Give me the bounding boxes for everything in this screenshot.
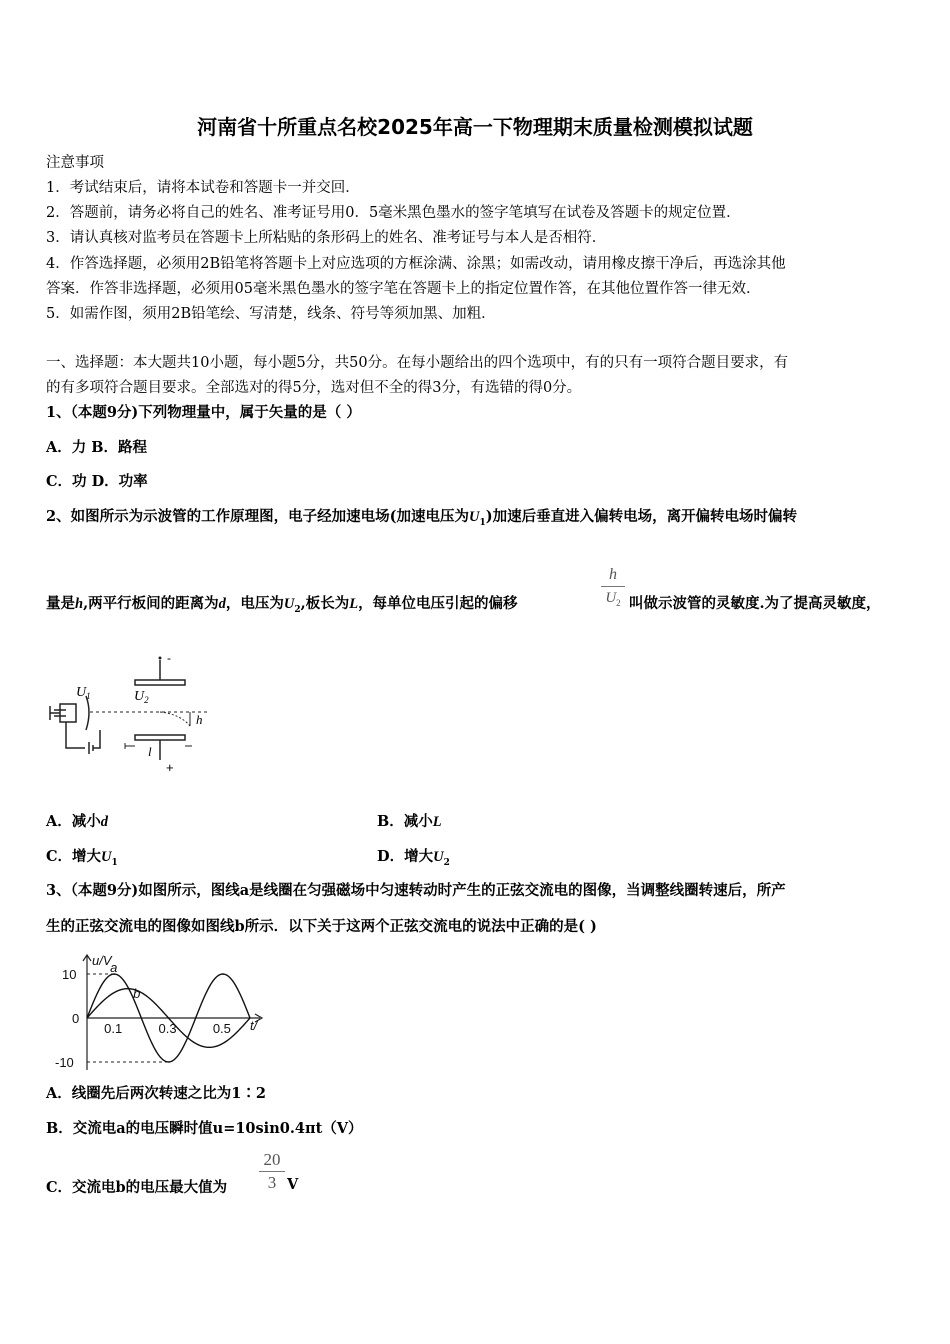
q3-stem-line2: 生的正弦交流电的图像如图线b所示．以下关于这两个正弦交流电的说法中正确的是( ): [46, 918, 597, 935]
diagram-label-plus: +: [166, 760, 174, 775]
fraction-denominator: U: [605, 590, 617, 606]
notice-heading: 注意事项: [46, 155, 104, 171]
page-title: 河南省十所重点名校2025年高一下物理期末质量检测模拟试题: [197, 115, 753, 139]
x-tick-label: 0.3: [158, 1021, 177, 1036]
fraction-numerator: h: [609, 566, 617, 583]
q2-option-d-sub: 2: [443, 857, 450, 868]
q2-var-d: d: [218, 596, 226, 612]
q2-option-d: [377, 845, 450, 868]
sensitivity-fraction: [601, 566, 625, 612]
notice-item: 2．答题前，请务必将自己的姓名、准考证号用0．5毫米黑色墨水的签字笔填写在试卷及答题卡的规定位置．: [46, 205, 741, 221]
fraction-denominator-sub: 2: [616, 598, 621, 608]
x-axis-label: t/: [250, 1018, 258, 1033]
ac-voltage-chart: [50, 952, 280, 1077]
q3-option-c-fraction: [259, 1150, 285, 1193]
q3-option-b: B．交流电a的电压瞬时值u=10sin0.4πt（V）: [46, 1120, 363, 1137]
deflected-beam: [160, 712, 190, 726]
q2-option-c-text: C．增大: [46, 848, 102, 865]
series-b-label: b: [133, 986, 141, 1002]
cathode-box: [60, 704, 76, 722]
q2-var-h: h: [75, 596, 84, 612]
diagram-label-l: l: [148, 744, 152, 759]
q2-option-c-sub: 1: [111, 857, 118, 868]
lower-plate: [135, 735, 185, 740]
q3-stem-line1: 3、（本题9分)如图所示，图线a是线圈在匀强磁场中匀速转动时产生的正弦交流电的图像，当调整线圈转速后，所产: [46, 882, 786, 899]
q2-option-b-text: B．减小: [377, 813, 433, 830]
q1-options-row2: C．功 D．功率: [46, 473, 148, 490]
q3-option-c: C．交流电b的电压最大值为: [46, 1179, 228, 1196]
x-tick-label: 0.5: [212, 1021, 231, 1036]
y-tick-label: 10: [62, 967, 77, 982]
diagram-label-h: h: [196, 712, 203, 727]
q2-text: 量是: [46, 595, 75, 612]
fraction-denominator: 3: [267, 1173, 277, 1192]
q2-option-d-text: D．增大: [377, 848, 434, 865]
diagram-label-minus: -: [167, 651, 171, 665]
q2-option-d-var: U: [433, 849, 444, 865]
q2-text: 2、如图所示为示波管的工作原理图，电子经加速电场(加速电压为: [46, 508, 469, 525]
q2-sub: 1: [479, 517, 486, 528]
q2-text: ,两平行板间的距离为: [83, 595, 219, 612]
section-intro-line1: 一、选择题：本大题共10小题，每小题5分，共50分。在每小题给出的四个选项中，有的只有一项符合题目要求，有: [46, 355, 789, 371]
q2-var-L: L: [349, 596, 359, 612]
q1-options-row1: A．力 B．路程: [46, 439, 148, 456]
q2-option-c: [46, 845, 118, 868]
q2-option-b-var: L: [432, 814, 442, 830]
q2-sub: 2: [294, 604, 301, 615]
q3-option-c-unit: V: [287, 1176, 299, 1193]
q2-stem-line1: [46, 505, 797, 528]
diagram-label-U2: $U_2$: [134, 689, 149, 705]
q1-stem: 1、（本题9分)下列物理量中，属于矢量的是（ ）: [46, 404, 361, 421]
y-tick-label: 0: [72, 1011, 80, 1026]
series-a-label: a: [110, 960, 118, 975]
q2-option-a-var: d: [100, 814, 108, 830]
cathode-lead: [50, 706, 60, 720]
q2-text: ,板长为: [300, 595, 350, 612]
accelerating-circuit: [66, 722, 100, 754]
q2-option-b: [377, 810, 442, 831]
q2-stem-line2: [46, 592, 518, 615]
notice-item: 答案．作答非选择题，必须用05毫米黑色墨水的签字笔在答题卡上的指定位置作答，在其他位置作答一律无效．: [46, 281, 761, 297]
section-intro-line2: 的有多项符合题目要求。全部选对的得5分，选对但不全的得3分，有选错的得0分。: [46, 380, 582, 396]
l-dimension: [125, 743, 192, 749]
diagram-label-U1: $U_1$: [76, 685, 91, 701]
q2-option-a: [46, 810, 108, 831]
oscilloscope-diagram: [40, 648, 230, 773]
notice-item: 4．作答选择题，必须用2B铅笔将答题卡上对应选项的方框涂满、涂黑；如需改动，请用橡皮擦干净后，再选涂其他: [46, 256, 786, 272]
q2-var-U2: U: [283, 596, 295, 612]
notice-item: 1．考试结束后，请将本试卷和答题卡一并交回．: [46, 180, 360, 196]
q2-var-U1: U: [468, 509, 480, 525]
q2-option-c-var: U: [101, 849, 112, 865]
y-tick-label: -10: [55, 1055, 74, 1070]
y-axis-label: u/V: [92, 953, 112, 968]
q2-stem-line2-end: 叫做示波管的灵敏度.为了提高灵敏度，: [629, 595, 881, 612]
q2-text: ，电压为: [225, 595, 284, 612]
q3-option-a: A．线圈先后两次转速之比为1∶2: [46, 1085, 266, 1102]
upper-plate: [135, 680, 185, 685]
fraction-numerator: 20: [263, 1150, 281, 1169]
q2-text: )加速后垂直进入偏转电场，离开偏转电场时偏转: [485, 508, 798, 525]
x-tick-label: 0.1: [104, 1021, 123, 1036]
q2-option-a-text: A．减小: [46, 813, 101, 830]
notice-item: 3．请认真核对监考员在答题卡上所粘贴的条形码上的姓名、准考证号与本人是否相符．: [46, 230, 607, 246]
anode-plate: [86, 696, 89, 730]
q2-text: ，每单位电压引起的偏移: [358, 595, 518, 612]
notice-item: 5．如需作图，须用2B铅笔绘、写清楚，线条、符号等须加黑、加粗．: [46, 306, 496, 322]
